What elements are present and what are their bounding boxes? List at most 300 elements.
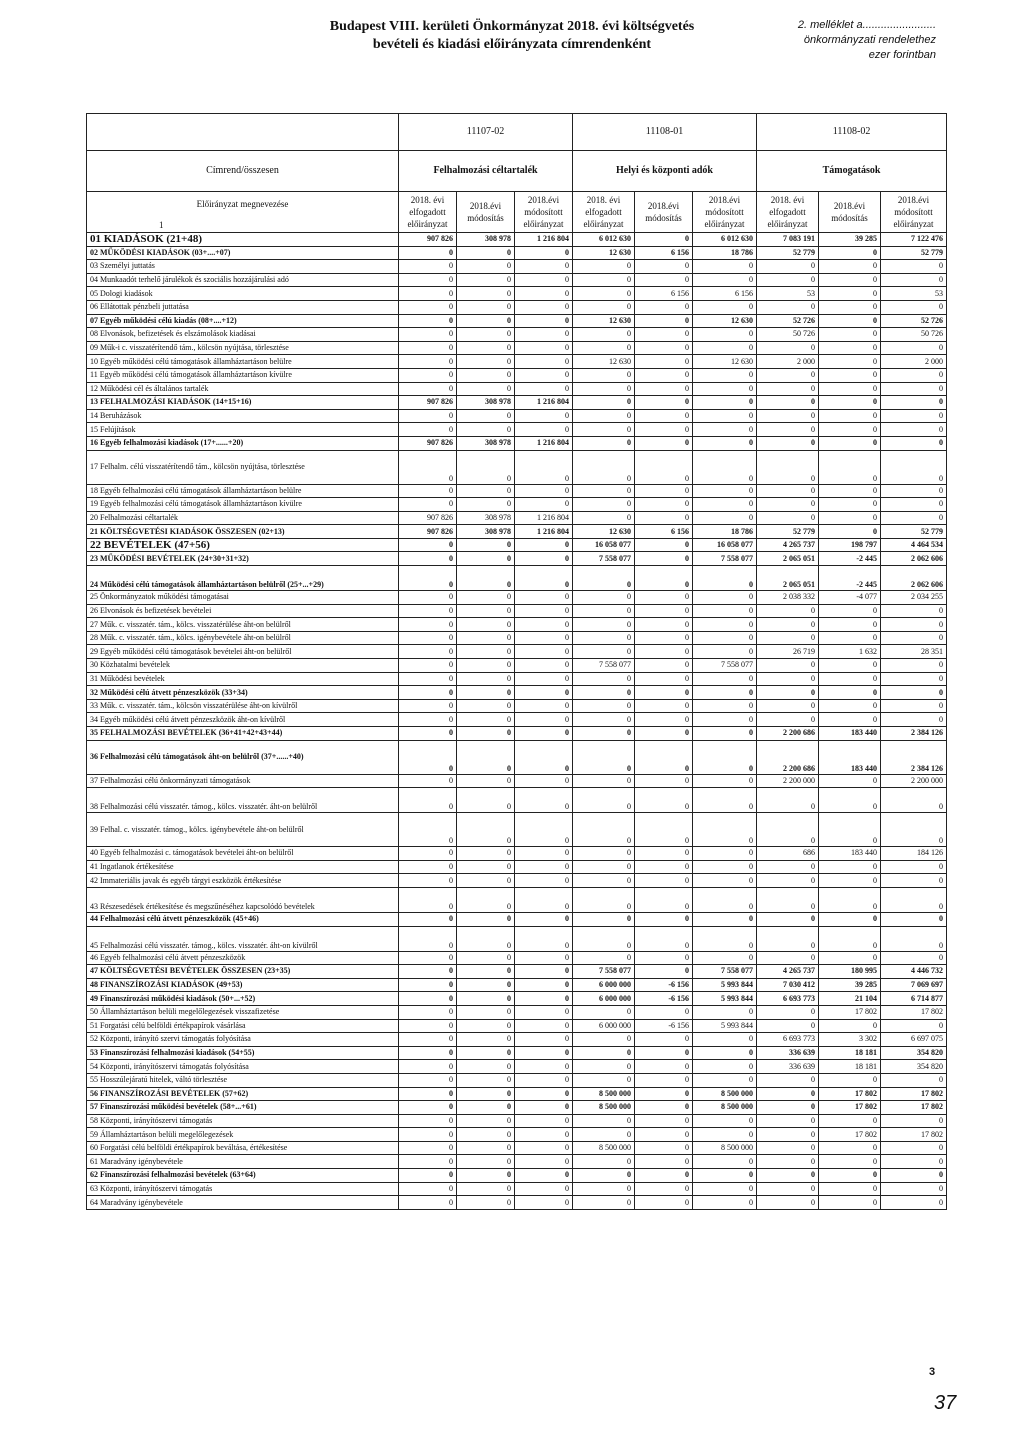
- value-cell: 0: [635, 498, 693, 512]
- value-cell: 0: [757, 788, 819, 813]
- value-cell: 0: [757, 409, 819, 423]
- table-row: [87, 423, 947, 437]
- value-cell: 7 558 077: [693, 659, 757, 673]
- value-cell: 0: [635, 860, 693, 874]
- value-cell: 18 181: [819, 1060, 881, 1074]
- table-row: [87, 1196, 947, 1210]
- value-cell: 0: [757, 484, 819, 498]
- row-label: 33 Műk. c. visszatér. tám., kölcsön visszatérülése áht-on kívülről: [87, 699, 399, 713]
- value-cell: 0: [693, 382, 757, 396]
- row-label: 49 Finanszírozási működési kiadások (50+...+52): [87, 992, 399, 1006]
- value-cell: 0: [881, 1182, 947, 1196]
- value-cell: 0: [515, 1073, 573, 1087]
- row-label: 52 Központi, irányító szervi támogatás folyósítása: [87, 1033, 399, 1047]
- value-cell: 0: [819, 788, 881, 813]
- table-row: [87, 355, 947, 369]
- value-cell: 0: [399, 645, 457, 659]
- value-cell: 0: [573, 1169, 635, 1183]
- value-cell: 0: [757, 860, 819, 874]
- value-cell: 1 216 804: [515, 233, 573, 247]
- value-cell: 0: [399, 951, 457, 965]
- value-cell: 0: [399, 847, 457, 861]
- value-cell: 0: [819, 355, 881, 369]
- value-cell: 0: [635, 631, 693, 645]
- value-cell: 0: [693, 813, 757, 847]
- table-row: [87, 566, 947, 591]
- value-cell: 0: [693, 1073, 757, 1087]
- value-cell: 0: [399, 992, 457, 1006]
- value-cell: 2 200 000: [881, 774, 947, 788]
- value-cell: 2 200 686: [757, 727, 819, 741]
- value-cell: 0: [399, 368, 457, 382]
- value-cell: 0: [573, 436, 635, 450]
- value-cell: 0: [757, 1114, 819, 1128]
- value-cell: 0: [515, 887, 573, 912]
- table-row: [87, 912, 947, 926]
- value-cell: 0: [515, 368, 573, 382]
- value-cell: 0: [757, 1128, 819, 1142]
- row-label: 23 MŰKÖDÉSI BEVÉTELEK (24+30+31+32): [87, 552, 399, 566]
- value-cell: 0: [635, 740, 693, 774]
- value-cell: 0: [757, 1101, 819, 1115]
- value-cell: 0: [881, 450, 947, 484]
- value-cell: 0: [457, 1196, 515, 1210]
- value-cell: 0: [457, 1169, 515, 1183]
- unit-label: ezer forintban: [868, 49, 936, 61]
- value-cell: 0: [399, 713, 457, 727]
- value-cell: 2 065 051: [757, 552, 819, 566]
- value-cell: 12 630: [693, 355, 757, 369]
- value-cell: 0: [757, 618, 819, 632]
- value-cell: 0: [819, 1141, 881, 1155]
- table-row: [87, 631, 947, 645]
- value-cell: 0: [573, 341, 635, 355]
- value-cell: 0: [881, 860, 947, 874]
- value-cell: 3 302: [819, 1033, 881, 1047]
- row-label: 27 Műk. c. visszatér. tám., kölcs. visszatérülése áht-on belülről: [87, 618, 399, 632]
- value-cell: 0: [399, 355, 457, 369]
- value-cell: 1 216 804: [515, 436, 573, 450]
- value-cell: 0: [819, 396, 881, 410]
- table-row: [87, 436, 947, 450]
- value-cell: 0: [757, 887, 819, 912]
- row-label: 54 Központi, irányítószervi támogatás folyósítása: [87, 1060, 399, 1074]
- value-cell: 12 630: [573, 355, 635, 369]
- value-cell: 6 693 773: [757, 992, 819, 1006]
- value-cell: 0: [693, 423, 757, 437]
- value-cell: 0: [881, 874, 947, 888]
- value-cell: 0: [399, 1182, 457, 1196]
- table-row: [87, 341, 947, 355]
- value-cell: 6 693 773: [757, 1033, 819, 1047]
- row-label: 19 Egyéb felhalmozási célú támogatások államháztartáson kívülre: [87, 498, 399, 512]
- annex-regulation: önkormányzati rendelethez: [803, 34, 936, 46]
- value-cell: 0: [819, 287, 881, 301]
- value-cell: 0: [757, 498, 819, 512]
- subcolumn-header: 2018.évi módosítás: [819, 192, 881, 233]
- table-row: [87, 1128, 947, 1142]
- value-cell: 0: [399, 686, 457, 700]
- value-cell: 2 384 126: [881, 740, 947, 774]
- value-cell: 21 104: [819, 992, 881, 1006]
- value-cell: 0: [819, 328, 881, 342]
- value-cell: 0: [819, 672, 881, 686]
- table-row: [87, 484, 947, 498]
- table-row: [87, 1019, 947, 1033]
- row-label: 56 FINANSZÍROZÁSI BEVÉTELEK (57+62): [87, 1087, 399, 1101]
- value-cell: 4 265 737: [757, 538, 819, 552]
- value-cell: 7 069 697: [881, 978, 947, 992]
- value-cell: 0: [573, 847, 635, 861]
- value-cell: 0: [457, 300, 515, 314]
- value-cell: 0: [399, 604, 457, 618]
- value-cell: 0: [573, 740, 635, 774]
- value-cell: 0: [693, 874, 757, 888]
- value-cell: 308 978: [457, 396, 515, 410]
- value-cell: 0: [757, 1169, 819, 1183]
- value-cell: 0: [515, 699, 573, 713]
- value-cell: 0: [757, 300, 819, 314]
- table-row: [87, 1033, 947, 1047]
- value-cell: 0: [457, 328, 515, 342]
- value-cell: 0: [693, 686, 757, 700]
- value-cell: 0: [573, 1046, 635, 1060]
- value-cell: 0: [819, 511, 881, 525]
- value-cell: 0: [573, 618, 635, 632]
- table-row: [87, 1141, 947, 1155]
- value-cell: 0: [635, 813, 693, 847]
- value-cell: 18 181: [819, 1046, 881, 1060]
- value-cell: 0: [457, 847, 515, 861]
- value-cell: 6 000 000: [573, 1019, 635, 1033]
- table-row: [87, 273, 947, 287]
- table-row: [87, 686, 947, 700]
- value-cell: 0: [819, 1019, 881, 1033]
- label-column-number: 1: [159, 220, 164, 230]
- value-cell: 0: [635, 847, 693, 861]
- value-cell: 0: [635, 874, 693, 888]
- value-cell: 0: [457, 1114, 515, 1128]
- value-cell: 0: [457, 686, 515, 700]
- value-cell: 17 802: [819, 1087, 881, 1101]
- value-cell: 7 122 476: [881, 233, 947, 247]
- value-cell: 0: [881, 484, 947, 498]
- value-cell: 0: [881, 672, 947, 686]
- value-cell: 0: [819, 813, 881, 847]
- value-cell: 16 058 077: [573, 538, 635, 552]
- value-cell: 0: [515, 566, 573, 591]
- value-cell: 0: [819, 1155, 881, 1169]
- value-cell: 0: [757, 1005, 819, 1019]
- value-cell: 0: [881, 951, 947, 965]
- table-row: [87, 1101, 947, 1115]
- table-row: [87, 511, 947, 525]
- value-cell: 0: [515, 860, 573, 874]
- value-cell: 198 797: [819, 538, 881, 552]
- value-cell: 0: [457, 423, 515, 437]
- value-cell: 0: [881, 436, 947, 450]
- value-cell: 0: [573, 566, 635, 591]
- value-cell: 0: [819, 341, 881, 355]
- value-cell: 0: [635, 672, 693, 686]
- value-cell: 0: [635, 951, 693, 965]
- value-cell: 0: [515, 774, 573, 788]
- value-cell: 0: [399, 1060, 457, 1074]
- column-name: Támogatások: [757, 151, 947, 192]
- value-cell: 0: [819, 686, 881, 700]
- row-label: 11 Egyéb működési célú támogatások államháztartáson kívülre: [87, 368, 399, 382]
- value-cell: 0: [819, 423, 881, 437]
- value-cell: 0: [399, 566, 457, 591]
- table-row: [87, 672, 947, 686]
- value-cell: 0: [635, 341, 693, 355]
- value-cell: 0: [635, 328, 693, 342]
- value-cell: 0: [819, 1114, 881, 1128]
- value-cell: 0: [515, 328, 573, 342]
- value-cell: 0: [399, 631, 457, 645]
- value-cell: 0: [693, 618, 757, 632]
- value-cell: 308 978: [457, 233, 515, 247]
- value-cell: 0: [399, 498, 457, 512]
- value-cell: 0: [757, 511, 819, 525]
- value-cell: 0: [635, 511, 693, 525]
- row-label: 37 Felhalmozási célú önkormányzati támogatások: [87, 774, 399, 788]
- value-cell: 308 978: [457, 511, 515, 525]
- value-cell: 0: [819, 525, 881, 539]
- table-row: [87, 382, 947, 396]
- value-cell: 0: [693, 273, 757, 287]
- table-row: [87, 396, 947, 410]
- table-row: [87, 727, 947, 741]
- value-cell: 4 265 737: [757, 965, 819, 979]
- value-cell: 12 630: [573, 246, 635, 260]
- row-label: 14 Beruházások: [87, 409, 399, 423]
- table-row: [87, 978, 947, 992]
- value-cell: 354 820: [881, 1060, 947, 1074]
- value-cell: 0: [693, 566, 757, 591]
- value-cell: 0: [457, 887, 515, 912]
- value-cell: 0: [881, 788, 947, 813]
- value-cell: 0: [399, 409, 457, 423]
- value-cell: 0: [399, 1155, 457, 1169]
- value-cell: 0: [515, 423, 573, 437]
- value-cell: 0: [757, 926, 819, 951]
- value-cell: 0: [457, 874, 515, 888]
- value-cell: 0: [819, 498, 881, 512]
- value-cell: 0: [515, 260, 573, 274]
- value-cell: 308 978: [457, 525, 515, 539]
- value-cell: 0: [693, 409, 757, 423]
- value-cell: 0: [693, 631, 757, 645]
- value-cell: 50 726: [881, 328, 947, 342]
- row-label: 28 Műk. c. visszatér. tám., kölcs. igénybevétele áht-on belülről: [87, 631, 399, 645]
- value-cell: 1 216 804: [515, 525, 573, 539]
- value-cell: 0: [399, 314, 457, 328]
- value-cell: 2 034 255: [881, 591, 947, 605]
- value-cell: 39 285: [819, 978, 881, 992]
- value-cell: 0: [635, 699, 693, 713]
- value-cell: 0: [635, 423, 693, 437]
- value-cell: 0: [515, 538, 573, 552]
- value-cell: 0: [573, 328, 635, 342]
- value-cell: 12 630: [693, 314, 757, 328]
- value-cell: 0: [757, 436, 819, 450]
- value-cell: 0: [819, 260, 881, 274]
- value-cell: 0: [457, 860, 515, 874]
- value-cell: 0: [515, 273, 573, 287]
- row-label: 12 Működési cél és általános tartalék: [87, 382, 399, 396]
- value-cell: 0: [515, 645, 573, 659]
- value-cell: 0: [515, 355, 573, 369]
- table-row: [87, 740, 947, 774]
- value-cell: 0: [457, 1182, 515, 1196]
- value-cell: 2 200 000: [757, 774, 819, 788]
- value-cell: 8 500 000: [693, 1141, 757, 1155]
- value-cell: 0: [635, 552, 693, 566]
- value-cell: 0: [515, 246, 573, 260]
- value-cell: 0: [515, 484, 573, 498]
- value-cell: 0: [573, 273, 635, 287]
- value-cell: 0: [573, 498, 635, 512]
- table-row: [87, 713, 947, 727]
- value-cell: 0: [573, 484, 635, 498]
- value-cell: 0: [819, 774, 881, 788]
- value-cell: 0: [881, 699, 947, 713]
- value-cell: 0: [399, 328, 457, 342]
- value-cell: 17 802: [881, 1101, 947, 1115]
- value-cell: 0: [635, 566, 693, 591]
- value-cell: 0: [819, 450, 881, 484]
- value-cell: 336 639: [757, 1046, 819, 1060]
- value-cell: 0: [573, 287, 635, 301]
- row-label: 38 Felhalmozási célú visszatér. támog., kölcs. visszatér. áht-on belülről: [87, 788, 399, 813]
- table-row: [87, 552, 947, 566]
- column-name: Helyi és központi adók: [573, 151, 757, 192]
- value-cell: 0: [399, 1019, 457, 1033]
- value-cell: 0: [573, 1033, 635, 1047]
- value-cell: 39 285: [819, 233, 881, 247]
- value-cell: 0: [635, 1182, 693, 1196]
- value-cell: 0: [819, 436, 881, 450]
- value-cell: 0: [457, 672, 515, 686]
- row-label: 07 Egyéb működési célú kiadás (08+....+12): [87, 314, 399, 328]
- value-cell: 0: [515, 1101, 573, 1115]
- value-cell: 0: [457, 498, 515, 512]
- value-cell: 0: [457, 1101, 515, 1115]
- value-cell: 0: [693, 847, 757, 861]
- value-cell: 0: [757, 1155, 819, 1169]
- value-cell: 0: [515, 341, 573, 355]
- row-label: 50 Államháztartáson belüli megelőlegezések visszafizetése: [87, 1005, 399, 1019]
- value-cell: 0: [635, 1046, 693, 1060]
- table-row: [87, 1005, 947, 1019]
- value-cell: 0: [819, 631, 881, 645]
- value-cell: 0: [399, 1033, 457, 1047]
- value-cell: 0: [881, 368, 947, 382]
- value-cell: 0: [757, 713, 819, 727]
- value-cell: 0: [573, 912, 635, 926]
- value-cell: 0: [457, 260, 515, 274]
- value-cell: 0: [881, 300, 947, 314]
- value-cell: 0: [457, 382, 515, 396]
- row-label: 47 KÖLTSÉGVETÉSI BEVÉTELEK ÖSSZESEN (23+35): [87, 965, 399, 979]
- cimrend-label: Címrend/összesen: [87, 151, 399, 192]
- value-cell: 0: [881, 382, 947, 396]
- row-label: 43 Részesedések értékesítése és megszűnéséhez kapcsolódó bevételek: [87, 887, 399, 912]
- value-cell: 0: [573, 699, 635, 713]
- value-cell: 0: [457, 740, 515, 774]
- budget-table-body: [87, 114, 947, 1210]
- value-cell: 0: [515, 926, 573, 951]
- value-cell: 0: [635, 273, 693, 287]
- value-cell: 0: [457, 1073, 515, 1087]
- value-cell: 0: [457, 552, 515, 566]
- value-cell: 0: [693, 672, 757, 686]
- value-cell: 6 156: [635, 246, 693, 260]
- value-cell: 6 000 000: [573, 992, 635, 1006]
- value-cell: 0: [515, 552, 573, 566]
- subcolumn-header: 2018. évi elfogadott előirányzat: [573, 192, 635, 233]
- value-cell: 0: [757, 450, 819, 484]
- value-cell: 0: [573, 686, 635, 700]
- value-cell: 0: [757, 368, 819, 382]
- row-label: 30 Közhatalmi bevételek: [87, 659, 399, 673]
- row-label: 18 Egyéb felhalmozási célú támogatások államháztartáson belülre: [87, 484, 399, 498]
- value-cell: 0: [399, 1005, 457, 1019]
- value-cell: 0: [573, 813, 635, 847]
- value-cell: 0: [457, 1060, 515, 1074]
- value-cell: 0: [881, 273, 947, 287]
- value-cell: 12 630: [573, 525, 635, 539]
- subcolumn-header: 2018.évi módosítás: [635, 192, 693, 233]
- row-label: 35 FELHALMOZÁSI BEVÉTELEK (36+41+42+43+44): [87, 727, 399, 741]
- value-cell: 0: [881, 604, 947, 618]
- value-cell: 0: [515, 450, 573, 484]
- table-row: [87, 926, 947, 951]
- table-row: [87, 699, 947, 713]
- value-cell: 0: [881, 1019, 947, 1033]
- value-cell: 0: [693, 604, 757, 618]
- row-label: 21 KÖLTSÉGVETÉSI KIADÁSOK ÖSSZESEN (02+13): [87, 525, 399, 539]
- row-label: 59 Államháztartáson belüli megelőlegezések: [87, 1128, 399, 1142]
- row-label: 61 Maradvány igénybevétele: [87, 1155, 399, 1169]
- value-cell: 0: [635, 686, 693, 700]
- value-cell: 0: [693, 1155, 757, 1169]
- row-label: 15 Felújítások: [87, 423, 399, 437]
- value-cell: 0: [635, 396, 693, 410]
- value-cell: 0: [515, 1155, 573, 1169]
- value-cell: 0: [399, 1169, 457, 1183]
- value-cell: 0: [399, 260, 457, 274]
- value-cell: 1 216 804: [515, 396, 573, 410]
- value-cell: 0: [635, 300, 693, 314]
- value-cell: 0: [515, 686, 573, 700]
- value-cell: 6 012 630: [693, 233, 757, 247]
- row-label: 58 Központi, irányítószervi támogatás: [87, 1114, 399, 1128]
- value-cell: 183 440: [819, 847, 881, 861]
- value-cell: 0: [693, 926, 757, 951]
- row-label: 64 Maradvány igénybevétele: [87, 1196, 399, 1210]
- value-cell: 6 156: [693, 287, 757, 301]
- value-cell: 184 126: [881, 847, 947, 861]
- value-cell: -6 156: [635, 1019, 693, 1033]
- value-cell: 8 500 000: [693, 1087, 757, 1101]
- label-column-title: Előirányzat megnevezése: [196, 199, 289, 209]
- row-label: 03 Személyi juttatás: [87, 260, 399, 274]
- value-cell: 0: [881, 396, 947, 410]
- value-cell: 0: [881, 618, 947, 632]
- column-code: 11107-02: [399, 114, 573, 151]
